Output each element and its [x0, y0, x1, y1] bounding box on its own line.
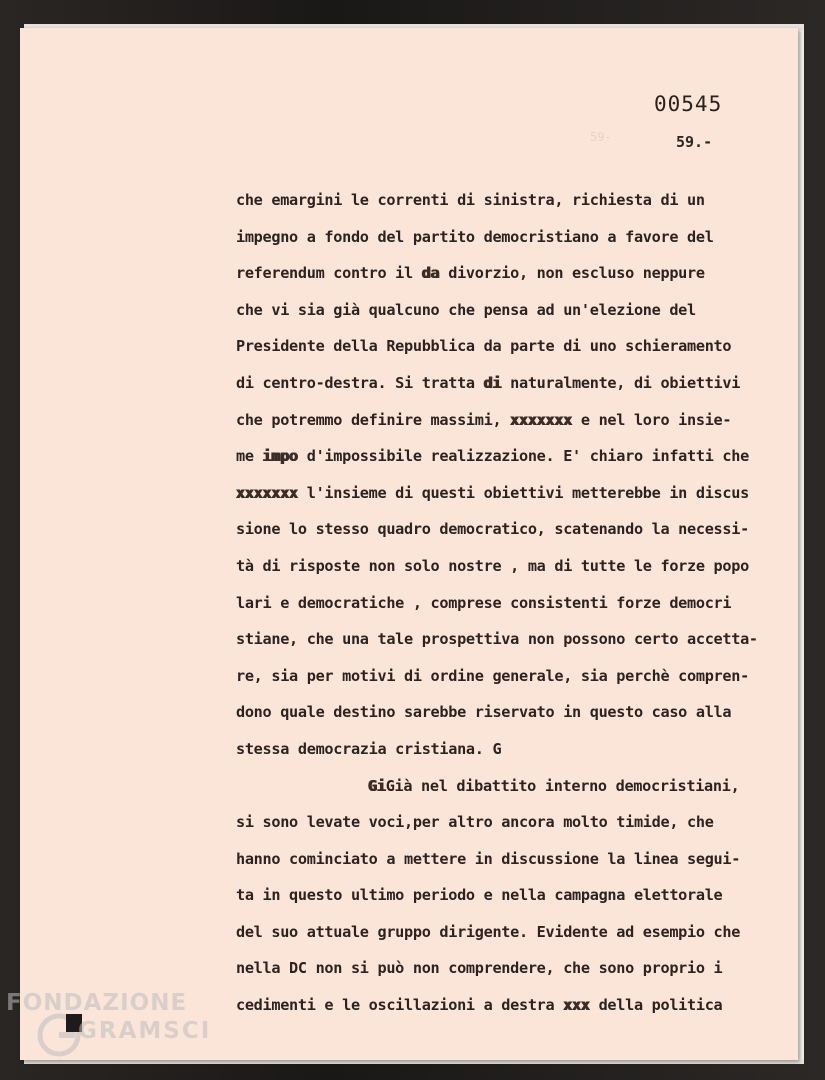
- text-line: [236, 219, 796, 256]
- line-text: che emargini le correnti di sinistra, richiesta di un: [236, 191, 705, 209]
- archive-number: 00545: [654, 92, 723, 116]
- line-text: tà di risposte non solo nostre , ma di tutte le forze popo: [236, 556, 749, 575]
- line-text-after: l'insieme di questi obiettivi metterebbe in discus: [297, 483, 749, 502]
- bleed-through-text: 59-: [590, 130, 612, 144]
- text-line: [236, 694, 796, 731]
- line-text: hanno cominciato a mettere in discussione la linea segui-: [236, 849, 741, 868]
- line-text-before: me: [236, 447, 263, 466]
- text-line: [236, 658, 796, 695]
- line-text: impegno a fondo del partito democristiano a favore del: [236, 227, 714, 246]
- line-text: Presidente della Repubblica da parte di uno schieramento: [236, 337, 732, 356]
- line-text: del suo attuale gruppo dirigente. Evidente ad esempio che: [236, 922, 741, 941]
- line-text-after: divorzio, non escluso neppure: [439, 264, 705, 283]
- line-text: si sono levate voci,per altro ancora molto timide, che: [236, 813, 714, 832]
- watermark-line-1: FONDAZIONE: [6, 990, 188, 1016]
- fondazione-gramsci-watermark: [6, 990, 212, 1070]
- text-line: [236, 328, 796, 365]
- struck-out-text: xxxxxxx: [510, 410, 573, 429]
- text-line: [236, 548, 796, 585]
- gramsci-logo-icon: [36, 1012, 82, 1058]
- line-text-before: referendum contro il: [236, 264, 422, 283]
- line-text-before: che potremmo definire massimi,: [236, 410, 511, 429]
- line-text-before: di centro-destra. Si tratta: [236, 373, 484, 392]
- line-text-after: Già nel dibattito interno democristiani,: [385, 776, 740, 795]
- watermark-line-2: GRAMSCI: [78, 1018, 212, 1044]
- text-line: [236, 877, 796, 914]
- line-text-after: e nel loro insie-: [572, 410, 732, 429]
- text-line: [236, 438, 796, 475]
- text-line: [236, 402, 796, 439]
- text-line: [236, 950, 796, 987]
- text-line: [236, 914, 796, 951]
- text-line: [236, 255, 796, 292]
- text-line: [236, 841, 796, 878]
- text-line: [236, 987, 796, 1024]
- text-line: [236, 804, 796, 841]
- text-line: [236, 292, 796, 329]
- line-text: che vi sia già qualcuno che pensa ad un'elezione del: [236, 300, 696, 319]
- struck-out-text: impo: [262, 447, 298, 466]
- text-line: [236, 621, 796, 658]
- struck-out-text: di: [483, 373, 502, 392]
- struck-out-text: Gi: [368, 776, 386, 795]
- line-text: lari e democratiche , comprese consistenti forze democri: [236, 593, 732, 612]
- line-text: ta in questo ultimo periodo e nella campagna elettorale: [236, 886, 723, 905]
- line-text: stessa democrazia cristiana. G: [236, 739, 502, 758]
- text-line: [236, 182, 796, 219]
- struck-out-text: xxxxxxx: [236, 483, 298, 502]
- line-text: stiane, che una tale prospettiva non possono certo accetta-: [236, 630, 758, 649]
- line-text: nella DC non si può non comprendere, che sono proprio i: [236, 959, 723, 978]
- page-number: 59.-: [676, 133, 713, 151]
- struck-out-text: xxx: [563, 996, 590, 1015]
- line-text: re, sia per motivi di ordine generale, sia perchè compren-: [236, 666, 749, 685]
- text-line: [236, 365, 796, 402]
- line-text-after: d'impossibile realizzazione. E' chiaro infatti che: [297, 447, 749, 466]
- line-text: dono quale destino sarebbe riservato in questo caso alla: [236, 703, 732, 722]
- sheet-edge: [798, 30, 804, 1060]
- text-line: [236, 731, 796, 768]
- text-line: [236, 511, 796, 548]
- line-text-after: della politica: [589, 996, 723, 1015]
- line-text-before: cedimenti e le oscillazioni a destra: [236, 996, 564, 1015]
- text-line: [236, 475, 796, 512]
- body-text: [236, 182, 796, 1024]
- line-text-after: naturalmente, di obiettivi: [501, 373, 741, 392]
- line-text: sione lo stesso quadro democratico, scatenando la necessi-: [236, 520, 749, 539]
- text-line: [236, 585, 796, 622]
- text-line: [236, 768, 796, 805]
- struck-out-text: da: [421, 264, 440, 283]
